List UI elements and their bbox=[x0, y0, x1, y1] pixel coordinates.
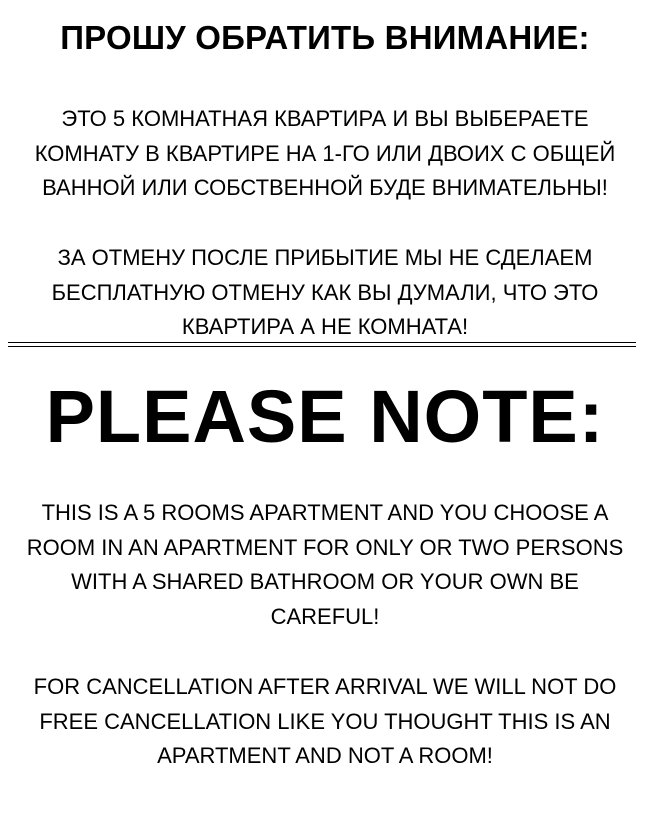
section-divider bbox=[8, 342, 636, 347]
russian-title: ПРОШУ ОБРАТИТЬ ВНИМАНИЕ: bbox=[60, 19, 590, 56]
text-line: WITH A SHARED BATHROOM OR YOUR OWN BE bbox=[71, 569, 579, 594]
english-paragraph-1 bbox=[0, 496, 650, 634]
english-paragraph-2 bbox=[0, 670, 650, 774]
text-line: THIS IS A 5 ROOMS APARTMENT AND YOU CHOOSE A bbox=[41, 500, 609, 525]
text-line: БЕСПЛАТНУЮ ОТМЕНУ КАК ВЫ ДУМАЛИ, ЧТО ЭТО bbox=[51, 279, 599, 305]
russian-paragraph-1 bbox=[0, 102, 650, 206]
text-line: FOR CANCELLATION AFTER ARRIVAL WE WILL NOT DO bbox=[33, 674, 617, 699]
text-line: FREE CANCELLATION LIKE YOU THOUGHT THIS IS AN bbox=[39, 708, 611, 734]
text-line: КВАРТИРА А НЕ КОМНАТА! bbox=[181, 314, 469, 339]
text-line: КОМНАТУ В КВАРТИРЕ НА 1-ГО ИЛИ ДВОИХ С ОБЩЕЙ bbox=[34, 140, 616, 166]
text-line: ROOM IN AN APARTMENT FOR ONLY OR TWO PERSONS bbox=[26, 534, 624, 560]
text-line: CAREFUL! bbox=[270, 603, 380, 629]
text-line: ЗА ОТМЕНУ ПОСЛЕ ПРИБЫТИЕ МЫ НЕ СДЕЛАЕМ bbox=[57, 245, 593, 270]
text-line: APARTMENT AND NOT A ROOM! bbox=[157, 743, 493, 768]
english-title: PLEASE NOTE: bbox=[45, 375, 605, 458]
russian-paragraph-2 bbox=[0, 241, 650, 345]
text-line: ЭТО 5 КОМНАТНАЯ КВАРТИРА И ВЫ ВЫБЕРАЕТЕ bbox=[61, 106, 589, 131]
text-line: ВАННОЙ ИЛИ СОБСТВЕННОЙ БУДЕ ВНИМАТЕЛЬНЫ! bbox=[42, 175, 608, 200]
